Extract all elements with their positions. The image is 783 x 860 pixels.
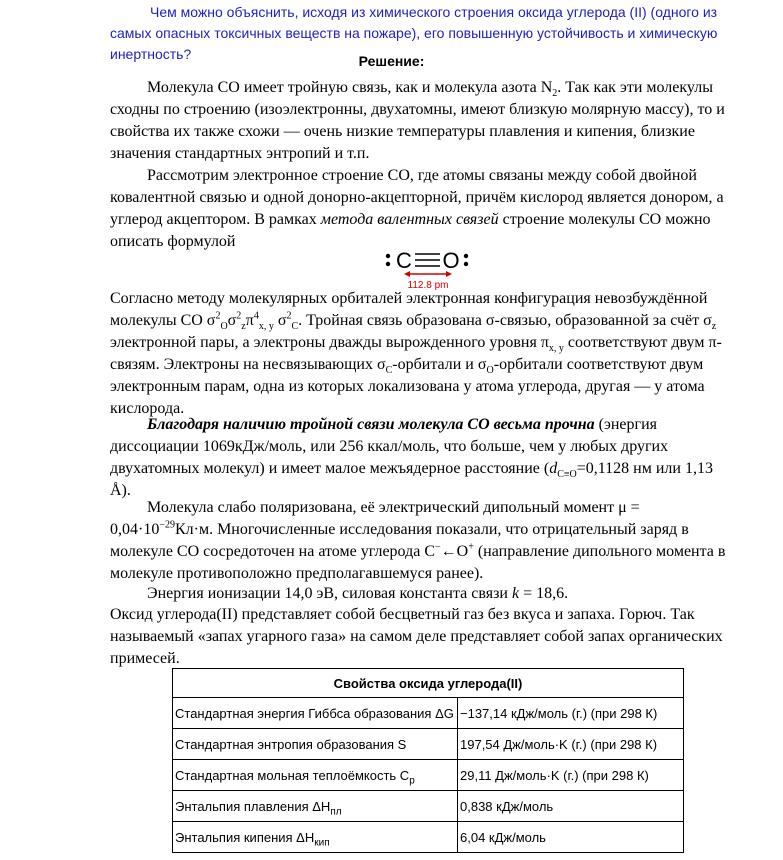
paragraph-5: Молекула слабо поляризована, её электрический дипольный момент $\mu = 0,04\cdot 10^{-29}Кл\cdot м$. Многочисленные исследования показали, что отрицательный заряд в молекуле CO сосредоточен на атоме углерода C−←O+ (направление дипольного момента в молекуле противоположно предполагавшемуся ранее). — [110, 499, 726, 582]
property-name: Стандартная энтропия образования S — [173, 729, 458, 760]
table-title: Свойства оксида углерода(II) — [173, 669, 684, 698]
properties-table — [172, 668, 684, 853]
property-name: Энтальпия кипения $\Delta H_{кип}$ — [173, 822, 458, 853]
table-row — [173, 698, 684, 729]
property-value: 0,838 кДж/моль — [458, 791, 684, 822]
oxygen-atom-label: O — [442, 248, 460, 273]
table-header-row — [173, 669, 684, 698]
property-value: 197,54 Дж/моль·K (г.) (при 298 К) — [458, 729, 684, 760]
table-row — [173, 791, 684, 822]
solution-heading: Решение: — [358, 53, 425, 69]
paragraph-6: Энергия ионизации 14,0 эВ, силовая константа связи k = 18,6. — [147, 585, 569, 602]
lone-pair-dot — [464, 262, 468, 266]
paragraph-1: Молекула CO имеет тройную связь, как и молекула азота $N_2$. Так как эти молекулы сходны по строению (изоэлектронны, двухатомны, имеют близкую молярную массу), то и свойства их также схожи — очень низкие температуры плавления и кипения, близкие значения стандартных энтропий и т.п. — [110, 79, 725, 162]
paragraph-7: Оксид углерода(II) представляет собой бесцветный газ без вкуса и запаха. Горюч. Так называемый «запах угарного газа» на самом деле представляет собой запах органических примесей. — [110, 606, 723, 667]
paragraph-4: Благодаря наличию тройной связи молекула CO весьма прочна (энергия диссоциации 1069кДж/моль, или 256 ккал/моль, что больше, чем у любых других двухатомных молекул) и имеет малое межъядерное расстояние ($d_{C\equiv O}=0,1128$ нм или 1,13 Å). — [110, 416, 713, 499]
table-row — [173, 822, 684, 853]
lone-pair-dot — [386, 254, 390, 258]
property-value: 29,11 Дж/моль·K (г.) (при 298 К) — [458, 760, 684, 791]
lone-pair-dot — [386, 262, 390, 266]
paragraph-3: Согласно методу молекулярных орбиталей электронная конфигурация невозбуждённой молекулы CO $\sigma^2_O\sigma^2_z\pi^4_{x, y}$ $\sigma^2_C$. Тройная связь образована σ-связью, образованной за счёт $\sigma_z$ электронной пары, а электроны дважды вырожденного уровня $\pi_{x, y}$ соответствуют двум π-связям. Электроны на несвязывающих $\sigma_C$-орбитали и $\sigma_O$-орбитали соответствуют двум электронным парам, одна из которых локализована у атома углерода, другая — у атома кислорода. — [110, 290, 722, 417]
lone-pair-dot — [464, 254, 468, 258]
carbon-atom-label: C — [396, 248, 412, 273]
table-row — [173, 760, 684, 791]
question-text: Чем можно объяснить, исходя из химического строения оксида углерода (II) (одного из самых опасных токсичных веществ на пожаре), его повышенную устойчивость и химическую инертность? — [110, 4, 718, 62]
property-value: −137,14 кДж/моль (г.) (при 298 К) — [458, 698, 684, 729]
table-row — [173, 729, 684, 760]
property-name: Энтальпия плавления $\Delta H_{пл}$ — [173, 791, 458, 822]
property-name: Стандартная энергия Гиббса образования ΔG — [173, 698, 458, 729]
bond-length-label: 112.8 pm — [407, 280, 449, 291]
property-value: 6,04 кДж/моль — [458, 822, 684, 853]
paragraph-2: Рассмотрим электронное строение CO, где атомы связаны между собой двойной ковалентной связью и одной донорно-акцепторной, причём кислород является донором, а углерод акцептором. В рамках метода валентных связей строение молекулы CO можно описать формулой — [110, 167, 724, 250]
property-name: Стандартная мольная теплоёмкость $C_p$ — [173, 760, 458, 791]
